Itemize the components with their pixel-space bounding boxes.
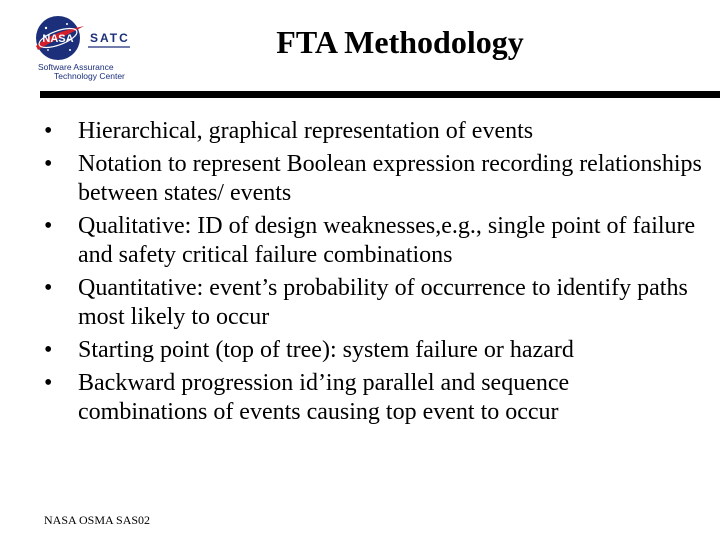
bullet-marker: • <box>44 370 53 396</box>
bullet-marker: • <box>44 213 53 239</box>
bullet-marker: • <box>44 151 53 177</box>
bullet-marker: • <box>44 337 53 363</box>
title-divider <box>40 91 720 98</box>
bullet-text: Starting point (top of tree): system failure or hazard <box>78 337 574 363</box>
bullet-item <box>44 212 704 270</box>
bullet-item <box>44 336 704 365</box>
satc-acronym: SATC <box>90 31 130 45</box>
bullet-text: Quantitative: event’s probability of occurrence to identify paths most likely to occur <box>78 275 688 330</box>
bullet-text: Qualitative: ID of design weaknesses,e.g., single point of failure and safety critical failure combinations <box>78 213 696 268</box>
nasa-emblem-text: NASA <box>42 33 74 45</box>
bullet-item <box>44 274 704 332</box>
bullet-item <box>44 150 704 208</box>
bullet-list <box>44 117 704 431</box>
bullet-marker: • <box>44 118 53 144</box>
nasa-meatball-icon <box>34 14 164 64</box>
footer-label: NASA OSMA SAS02 <box>44 513 151 527</box>
bullet-text: Backward progression id’ing parallel and sequence combinations of events causing top event to occur <box>78 370 570 425</box>
logo-caption-line2: Technology Center <box>54 71 125 81</box>
bullet-marker: • <box>44 275 53 301</box>
bullet-item <box>44 117 704 146</box>
page-title: FTA Methodology <box>276 24 524 60</box>
satc-logo <box>34 14 164 84</box>
bullet-text: Hierarchical, graphical representation of events <box>78 118 534 144</box>
logo-caption-line1: Software Assurance <box>38 62 114 72</box>
bullet-item <box>44 369 704 427</box>
bullet-text: Notation to represent Boolean expression recording relationships between states/ events <box>78 151 702 206</box>
